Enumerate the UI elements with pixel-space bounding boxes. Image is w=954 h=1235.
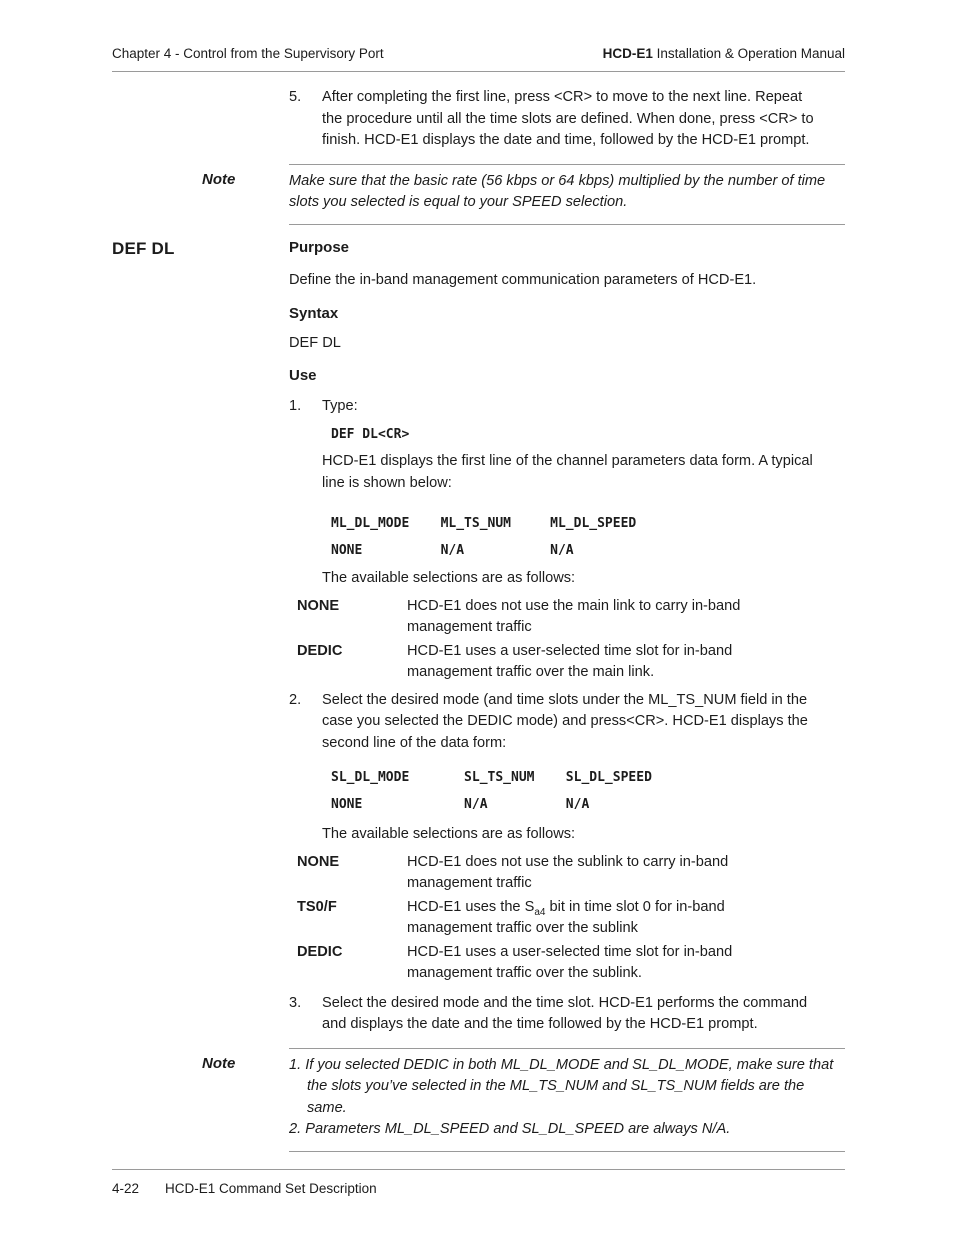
note-2	[289, 1048, 845, 1152]
step-1	[289, 396, 845, 418]
main-link-options	[289, 596, 845, 684]
header-product-name: HCD-E1	[602, 46, 653, 61]
option-definition: HCD-E1 uses a user-selected time slot for in-band management traffic over the sublink.	[407, 943, 733, 981]
command-name-heading: DEF DL	[112, 238, 175, 258]
command-section-row	[112, 239, 845, 1048]
header-manual-title	[603, 46, 845, 61]
option-term: DEDIC	[297, 943, 343, 960]
step-text: After completing the first line, press <CR> to move to the next line. Repeat the procedure until all the time slots are defined. When done, press <CR> to finish. HCD-E1 displays the date and time, followed by the HCD-E1 prompt.	[322, 89, 814, 148]
content-column	[289, 87, 845, 152]
form-values-line: NONE N/A N/A	[331, 797, 590, 812]
selections-intro: The available selections are as follows:	[322, 826, 576, 842]
option-row	[297, 942, 845, 985]
selections-intro: The available selections are as follows:	[322, 570, 576, 586]
syntax-command: DEF DL	[289, 335, 341, 351]
form-header-line: SL_DL_MODE SL_TS_NUM SL_DL_SPEED	[331, 770, 652, 785]
margin-column	[112, 239, 289, 1048]
syntax-heading: Syntax	[289, 305, 339, 322]
code-line: DEF DL<CR>	[331, 427, 410, 442]
definition-pre: HCD-E1 uses the S	[407, 898, 535, 915]
option-row	[297, 897, 845, 940]
note-label: Note	[202, 1054, 236, 1072]
step-text: Select the desired mode (and time slots under the ML_TS_NUM field in the case you selected the DEDIC mode) and press<CR>. HCD-E1 displays the second line of the data form:	[322, 691, 808, 751]
note-2-row	[112, 1048, 845, 1152]
step-number: 1.	[289, 397, 302, 414]
form-header-line: ML_DL_MODE ML_TS_NUM ML_DL_SPEED	[331, 516, 637, 531]
step-text: Select the desired mode and the time slot. HCD-E1 performs the command and displays the date and the time followed by the HCD-E1 prompt.	[322, 994, 808, 1032]
margin-column	[112, 1048, 289, 1152]
note-item-2: 2. Parameters ML_DL_SPEED and SL_DL_SPEED are always N/A.	[289, 1121, 731, 1137]
note-item-1: 1. If you selected DEDIC in both ML_DL_MODE and SL_DL_MODE, make sure that the slots you’ve selected in the ML_TS_NUM and SL_TS_NUM fields are the same.	[289, 1056, 834, 1116]
option-term: DEDIC	[297, 642, 343, 659]
note-label: Note	[202, 170, 236, 188]
step-5-row	[112, 87, 845, 152]
option-row	[297, 596, 845, 639]
purpose-text: Define the in-band management communication parameters of HCD-E1.	[289, 271, 757, 288]
main-link-data-form	[331, 510, 845, 564]
definition-post: bit in time slot 0 for in-band management traffic over the sublink	[407, 898, 725, 936]
option-term: NONE	[297, 597, 340, 614]
header-chapter: Chapter 4 - Control from the Supervisory Port	[112, 46, 384, 61]
page-footer	[112, 1169, 845, 1196]
sublink-data-form	[331, 764, 845, 818]
option-term: NONE	[297, 853, 340, 870]
note-text: Make sure that the basic rate (56 kbps or 64 kbps) multiplied by the number of time slots you selected is equal to your SPEED selection.	[289, 172, 826, 210]
option-row	[297, 852, 845, 895]
footer-page-number: 4-22	[112, 1181, 140, 1196]
option-definition	[407, 897, 802, 940]
step-number: 3.	[289, 994, 302, 1011]
use-heading: Use	[289, 366, 317, 384]
step-text: Type:	[322, 397, 358, 414]
type-command-code	[331, 425, 845, 445]
form-intro-text: HCD-E1 displays the first line of the channel parameters data form. A typical line is shown below:	[322, 453, 813, 491]
sublink-options	[289, 852, 845, 985]
step-2	[289, 690, 845, 755]
step-3	[289, 993, 845, 1036]
purpose-heading: Purpose	[289, 238, 350, 256]
step-number: 5.	[289, 89, 302, 105]
margin-column	[112, 164, 289, 225]
margin-column	[112, 87, 289, 152]
step-number: 2.	[289, 691, 302, 708]
option-definition: HCD-E1 does not use the main link to carry in-band management traffic	[407, 597, 741, 635]
step-5	[289, 87, 845, 152]
page-header	[112, 46, 845, 72]
option-definition: HCD-E1 uses a user-selected time slot for in-band management traffic over the main link.	[407, 642, 733, 680]
note-1-row	[112, 164, 845, 225]
form-values-line: NONE N/A N/A	[331, 543, 574, 558]
content-column	[289, 239, 845, 1048]
option-definition: HCD-E1 does not use the sublink to carry in-band management traffic	[407, 853, 729, 891]
footer-text: HCD-E1 Command Set Description	[165, 1181, 377, 1196]
option-row	[297, 641, 845, 684]
page-body	[112, 72, 845, 1152]
note-1	[289, 164, 845, 225]
header-manual-rest: Installation & Operation Manual	[652, 46, 845, 61]
option-term: TS0/F	[297, 898, 337, 915]
definition-subscript: a4	[534, 906, 546, 918]
